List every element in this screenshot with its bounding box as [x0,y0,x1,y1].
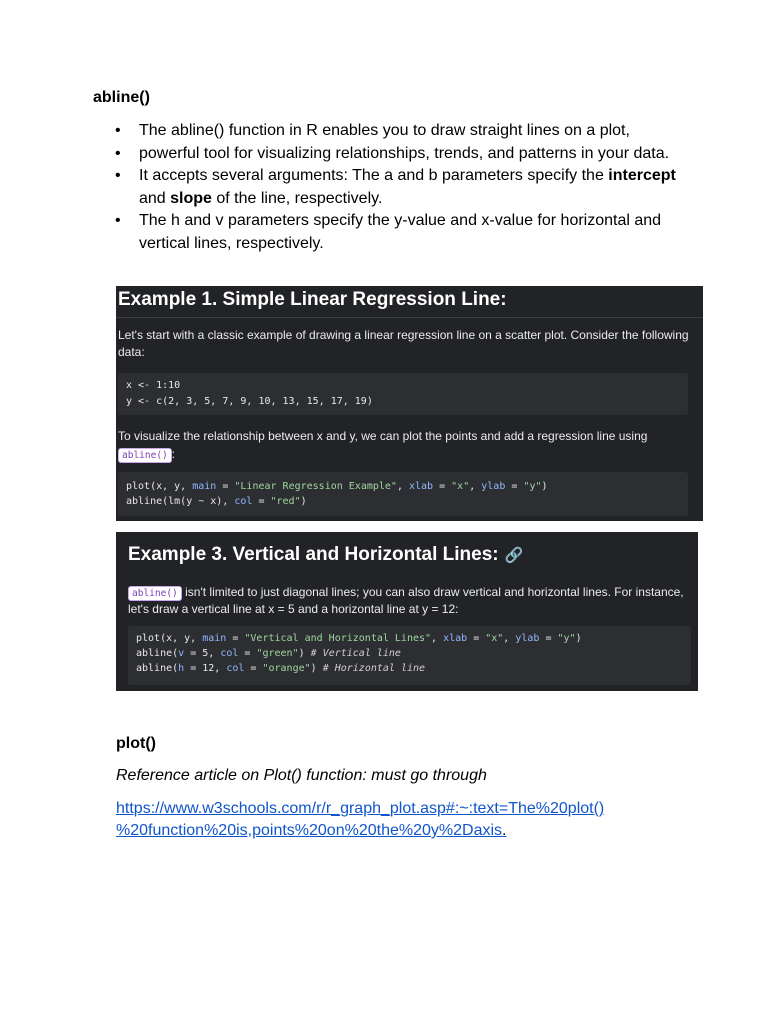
bullet-icon: • [115,212,121,229]
section-heading-plot: plot() [116,735,156,752]
code-line: x <- 1:10 [126,380,181,391]
divider [116,317,703,318]
inline-code-abline: abline() [128,586,182,601]
code-block-lines [128,626,691,685]
link-icon: 🔗 [504,547,524,564]
list-item [113,120,683,143]
embedded-screenshot-example-3 [116,532,698,691]
code-line: y <- c(2, 3, 5, 7, 9, 10, 13, 15, 17, 19) [126,396,373,407]
bullet-bold-intercept: intercept [608,167,676,184]
reference-link[interactable] [116,798,676,842]
code-line: plot(x, y, main = "Vertical and Horizontal Lines", xlab = "x", ylab = "y") [136,633,582,644]
bullet-text: The h and v parameters specify the y-value and x-value for horizontal and vertical lines, respectively. [139,212,662,252]
bullet-icon: • [115,144,121,162]
link-suffix: . [502,822,507,839]
bullet-text: powerful tool for visualizing relationships, trends, and patterns in your data. [139,144,670,162]
link-line-1[interactable]: https://www.w3schools.com/r/r_graph_plot.asp#:~:text=The%20plot() [116,800,605,817]
bullet-text-pre: It accepts several arguments: The a and b parameters specify the [139,167,609,184]
bullet-icon: • [115,122,121,139]
intro-text: isn't limited to just diagonal lines; you can also draw vertical and horizontal lines. For instance, let's draw a vertical line at x = 5 and a horizontal line at y = 12: [128,585,684,616]
bullet-text: The abline() function in R enables you to draw straight lines on a plot, [139,122,630,139]
bullet-text-post: of the line, respectively. [211,189,383,207]
code-line: abline(lm(y ~ x), col = "red") [126,496,307,507]
example-3-intro [128,584,698,618]
section-heading-abline: abline() [93,89,150,106]
bullet-icon: • [115,167,121,184]
example-1-intro: Let's start with a classic example of drawing a linear regression line on a scatter plot. Consider the following data: [118,328,689,359]
bullet-bold-slope: slope [170,189,212,207]
reference-note: Reference article on Plot() function: must go through [116,767,487,784]
example-1-title: Example 1. Simple Linear Regression Line: [118,289,507,310]
list-item [113,165,683,210]
list-item [113,210,683,255]
explanation-colon: : [171,447,176,461]
explanation-text: To visualize the relationship between x and y, we can plot the points and add a regression line using [118,429,648,443]
embedded-screenshot-example-1 [116,286,703,521]
example-1-explanation [118,427,693,463]
abline-bullet-list [113,120,683,255]
inline-code-abline: abline() [118,448,172,463]
code-line: abline(v = 5, col = "green") # Vertical line [136,648,401,659]
bullet-text-mid: and [139,189,171,207]
code-line: plot(x, y, main = "Linear Regression Example", xlab = "x", ylab = "y") [126,481,548,492]
code-block-data [118,373,688,415]
code-block-plot [118,472,688,516]
list-item [113,143,683,166]
link-line-2[interactable]: %20function%20is,points%20on%20the%20y%2Daxis [116,822,503,839]
example-3-title: Example 3. Vertical and Horizontal Lines: 🔗 [128,544,524,565]
code-line: abline(h = 12, col = "orange") # Horizontal line [136,663,426,674]
